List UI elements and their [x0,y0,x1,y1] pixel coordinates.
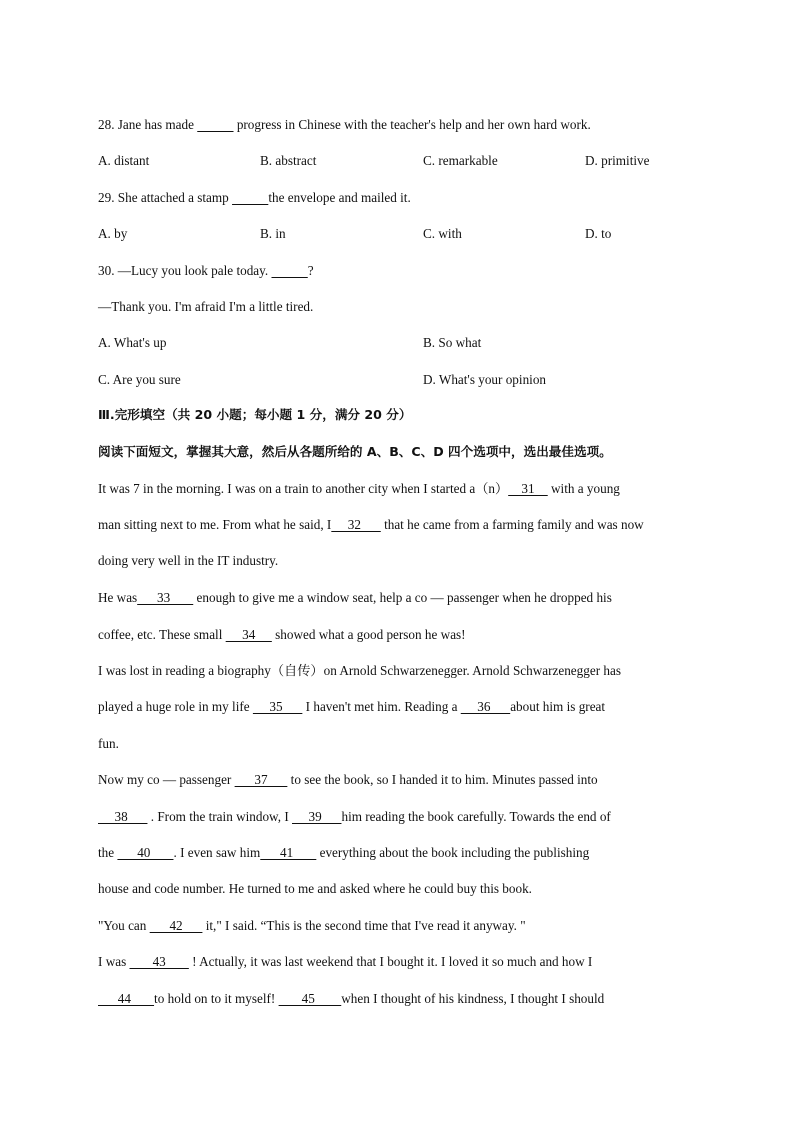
blank-43: 43 [129,954,189,969]
passage-line [98,626,708,644]
passage-line [98,589,708,607]
passage-text: It was 7 in the morning. I was on a train to another city when I started a（n） [98,481,509,496]
passage-line [98,698,708,716]
passage-text: when I thought of his kindness, I thought I should [341,991,605,1006]
passage-text: about him is great [510,699,606,714]
blank-40: 40 [117,845,174,860]
question-30 [98,262,708,280]
option-a: A. distant [98,153,150,168]
section-heading: Ⅲ.完形填空（共 20 小题；每小题 1 分，满分 20 分） [98,407,412,422]
passage-text: enough to give me a window seat, help a co — passenger when he dropped his [193,590,612,605]
answer-blank [232,190,268,205]
question-30-stem-end: ? [307,263,314,278]
passage-text: played a huge role in my life [98,699,253,714]
passage-line [98,990,708,1008]
answer-blank [197,117,233,132]
question-29-stem-end: the envelope and mailed it. [268,190,411,205]
option-c: C. Are you sure [98,372,181,387]
passage-text: him reading the book carefully. Towards the end of [341,809,611,824]
question-28-stem-end: progress in Chinese with the teacher's help and her own hard work. [233,117,591,132]
option-d: D. What's your opinion [423,372,547,387]
passage-text: . From the train window, I [147,809,293,824]
passage-text: showed what a good person he was! [271,627,466,642]
passage-line [98,808,708,826]
passage-text: the [98,845,118,860]
passage-text: I was [98,954,130,969]
passage-line [98,844,708,862]
option-d: D. primitive [585,153,650,168]
passage-line: doing very well in the IT industry. [98,553,279,568]
passage-line [98,917,708,935]
question-30-reply: —Thank you. I'm afraid I'm a little tired. [98,299,314,314]
passage-text: Now my co — passenger [98,772,235,787]
blank-44: 44 [98,991,155,1006]
passage-text: I haven't met him. Reading a [302,699,461,714]
passage-text: it," I said. “This is the second time that I've read it anyway. " [202,918,526,933]
passage-line [98,953,708,971]
blank-37: 37 [234,772,288,787]
question-29 [98,189,708,207]
question-29-stem: 29. She attached a stamp [98,190,233,205]
passage-text: He was [98,590,138,605]
option-b: B. in [260,226,286,241]
option-a: A. by [98,226,128,241]
question-28-stem: 28. Jane has made [98,117,198,132]
option-b: B. abstract [260,153,317,168]
blank-35: 35 [252,699,303,714]
blank-42: 42 [149,918,203,933]
passage-text: to hold on to it myself! [154,991,279,1006]
answer-blank [271,263,307,278]
passage-line: house and code number. He turned to me and asked where he could buy this book. [98,881,532,896]
passage-text: to see the book, so I handed it to him. Minutes passed into [287,772,598,787]
passage-text: . I even saw him [173,845,261,860]
section-instruction: 阅读下面短文，掌握其大意，然后从各题所给的 A、B、C、D 四个选项中，选出最佳选项。 [98,444,612,459]
option-c: C. with [423,226,462,241]
passage-text: that he came from a farming family and was now [380,517,644,532]
blank-36: 36 [460,699,511,714]
passage-line [98,480,708,498]
passage-text: coffee, etc. These small [98,627,226,642]
passage-line: fun. [98,736,119,751]
passage-text: ! Actually, it was last weekend that I bought it. I loved it so much and how I [188,954,593,969]
option-d: D. to [585,226,612,241]
passage-line: I was lost in reading a biography（自传）on Arnold Schwarzenegger. Arnold Schwarzenegger has [98,663,621,678]
option-c: C. remarkable [423,153,498,168]
question-28 [98,116,708,134]
blank-38: 38 [98,809,148,824]
blank-33: 33 [137,590,194,605]
passage-line [98,516,708,534]
option-a: A. What's up [98,335,167,350]
passage-text: with a young [547,481,620,496]
blank-39: 39 [292,809,342,824]
blank-45: 45 [278,991,342,1006]
passage-text: "You can [98,918,150,933]
passage-line [98,771,708,789]
passage-text: everything about the book including the publishing [316,845,590,860]
blank-32: 32 [331,517,381,532]
blank-31: 31 [508,481,548,496]
blank-41: 41 [260,845,317,860]
passage-text: man sitting next to me. From what he said, I [98,517,332,532]
question-30-stem: 30. —Lucy you look pale today. [98,263,272,278]
option-b: B. So what [423,335,482,350]
blank-34: 34 [225,627,272,642]
